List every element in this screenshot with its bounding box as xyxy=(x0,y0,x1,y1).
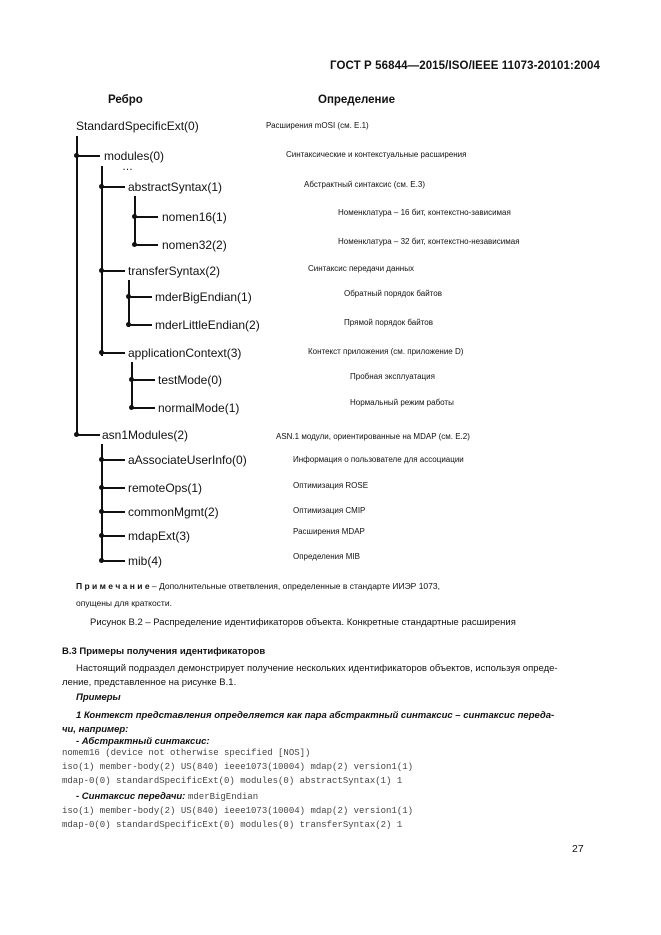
tree-node-label: remoteOps(1) xyxy=(128,481,203,495)
figure-caption: Рисунок В.2 – Распределение идентификаторов объекта. Конкретные стандартные расширения xyxy=(90,617,516,628)
tree-node-definition: Информация о пользователе для ассоциации xyxy=(293,455,464,464)
tree-ellipsis: … xyxy=(122,161,133,173)
tree-connector xyxy=(130,324,152,326)
note-text: – Дополнительные ответвления, определенные в стандарте ИИЭР 1073, xyxy=(149,581,440,591)
tree-node-label: mderBigEndian(1) xyxy=(155,290,252,304)
tree-node-definition: Расширения MDAP xyxy=(293,527,365,536)
tree-node-definition: Обратный порядок байтов xyxy=(344,289,442,298)
tree-node-label: testMode(0) xyxy=(158,373,223,387)
tree-connector xyxy=(103,511,125,513)
figure-note-line2: опущены для краткости. xyxy=(76,598,172,608)
paragraph-line: Настоящий подраздел демонстрирует получение нескольких идентификаторов объектов, используя опреде- xyxy=(76,663,558,674)
abstract-syntax-label: - Абстрактный синтаксис: xyxy=(76,736,210,747)
tree-trunk xyxy=(76,136,78,435)
tree-connector xyxy=(103,186,125,188)
tree-node-label: mib(4) xyxy=(128,554,163,568)
tree-connector xyxy=(136,216,158,218)
tree-branch xyxy=(131,362,133,409)
tree-node-label: commonMgmt(2) xyxy=(128,505,219,519)
code-line: mdap-0(0) standardSpecificExt(0) modules(0) abstractSyntax(1) 1 xyxy=(62,776,403,786)
tree-branch xyxy=(134,196,136,246)
tree-node-label: abstractSyntax(1) xyxy=(128,180,223,194)
tree-connector xyxy=(130,296,152,298)
tree-node-definition: Синтаксис передачи данных xyxy=(308,264,414,273)
tree-node-definition: Номенклатура – 32 бит, контекстно-независимая xyxy=(338,237,520,246)
tree-node-label: mdapExt(3) xyxy=(128,529,191,543)
code-line: mdap-0(0) standardSpecificExt(0) modules(0) transferSyntax(2) 1 xyxy=(62,820,403,830)
tree-connector xyxy=(133,407,155,409)
figure-note xyxy=(76,581,440,591)
tree-connector xyxy=(103,459,125,461)
tree-node-definition: Контекст приложения (см. приложение D) xyxy=(308,347,464,356)
tree-node-definition: Определения MIB xyxy=(293,552,360,561)
document-header: ГОСТ Р 56844—2015/ISO/IEEE 11073-20101:2004 xyxy=(330,60,600,72)
column-header-edge: Ребро xyxy=(108,94,143,106)
tree-node-label: StandardSpecificExt(0) xyxy=(76,119,199,133)
tree-connector xyxy=(78,155,100,157)
tree-node-label: mderLittleEndian(2) xyxy=(155,318,260,332)
tree-connector xyxy=(103,535,125,537)
tree-node-definition: Номенклатура – 16 бит, контекстно-зависимая xyxy=(338,208,511,217)
examples-title: Примеры xyxy=(76,692,121,703)
tree-branch xyxy=(101,166,103,356)
tree-node-definition: Нормальный режим работы xyxy=(350,398,454,407)
tree-node-definition: Расширения mOSI (см. Е.1) xyxy=(266,121,369,130)
tree-node-definition: Оптимизация ROSE xyxy=(293,481,369,490)
tree-node-label: asn1Modules(2) xyxy=(102,428,189,442)
tree-node-label: aAssociateUserInfo(0) xyxy=(128,453,247,467)
tree-node-definition: Пробная эксплуатация xyxy=(350,372,435,381)
tree-connector xyxy=(133,379,155,381)
code-line: iso(1) member-body(2) US(840) ieee1073(10004) mdap(2) version1(1) xyxy=(62,806,414,816)
tree-connector xyxy=(103,560,125,562)
note-prefix: П р и м е ч а н и е xyxy=(76,581,150,591)
tree-node-definition: Оптимизация CMIP xyxy=(293,506,366,515)
tree-connector xyxy=(78,434,100,436)
tree-connector xyxy=(103,352,125,354)
column-header-definition: Определение xyxy=(318,94,395,106)
page-number: 27 xyxy=(572,843,584,855)
section-title: В.3 Примеры получения идентификаторов xyxy=(62,646,266,657)
paragraph-line: ление, представленное на рисунке В.1. xyxy=(62,677,237,688)
tree-node-definition: Синтаксические и контекстуальные расширения xyxy=(286,150,467,159)
tree-branch xyxy=(128,280,130,327)
tree-node-definition: Абстрактный синтаксис (см. Е.3) xyxy=(304,180,425,189)
transfer-syntax-label: - Синтаксис передачи: xyxy=(76,791,186,802)
tree-connector xyxy=(103,487,125,489)
code-line: nomem16 (device not otherwise specified [NOS]) xyxy=(62,748,311,758)
tree-node-definition: Прямой порядок байтов xyxy=(344,318,433,327)
tree-connector xyxy=(103,270,125,272)
transfer-syntax-value: mderBigEndian xyxy=(188,792,259,802)
tree-node-label: transferSyntax(2) xyxy=(128,264,221,278)
transfer-syntax-line xyxy=(76,790,258,804)
tree-node-label: normalMode(1) xyxy=(158,401,240,415)
example-line: 1 Контекст представления определяется как пара абстрактный синтаксис – синтаксис переда- xyxy=(76,710,555,721)
tree-node-label: nomen32(2) xyxy=(162,238,227,252)
code-line: iso(1) member-body(2) US(840) ieee1073(10004) mdap(2) version1(1) xyxy=(62,762,414,772)
tree-connector xyxy=(136,244,158,246)
tree-node-label: nomen16(1) xyxy=(162,210,227,224)
tree-node-label: applicationContext(3) xyxy=(128,346,242,360)
example-line: чи, например: xyxy=(62,724,129,735)
tree-node-label: modules(0) xyxy=(104,149,165,163)
tree-node-definition: ASN.1 модули, ориентированные на MDAP (см. Е.2) xyxy=(276,432,470,441)
